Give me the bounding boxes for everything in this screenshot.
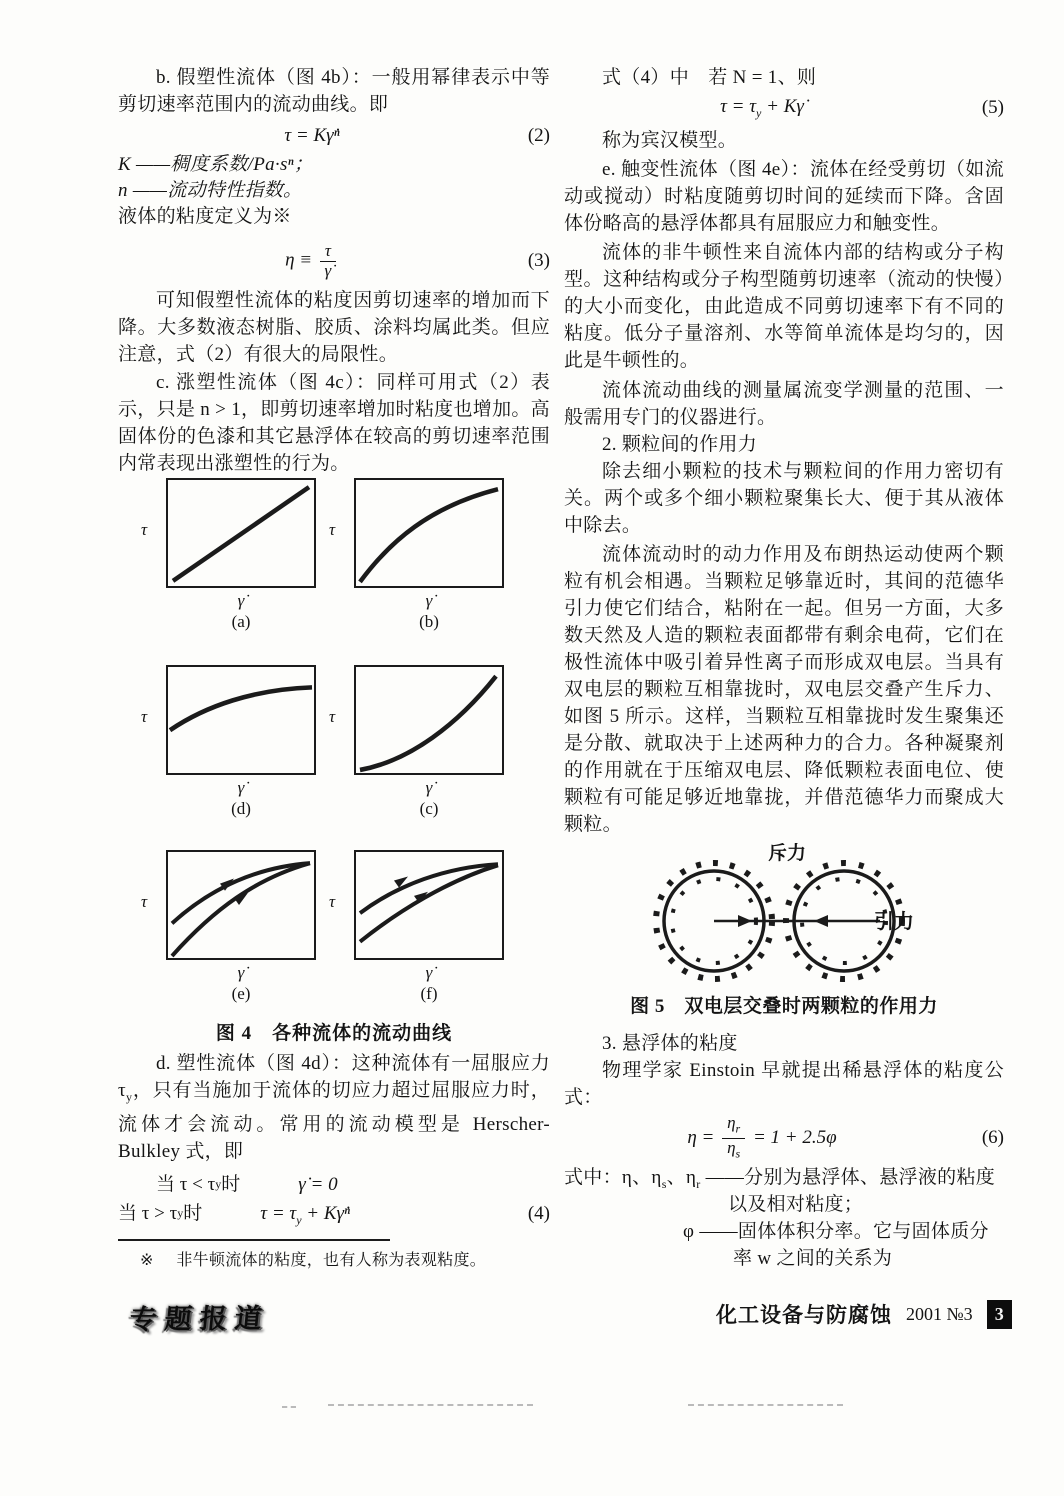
subscript-y: y (215, 1177, 222, 1191)
y-axis-label: τ (141, 707, 148, 726)
thixotropic-loop-curves (168, 852, 314, 958)
panel-label: (f) (420, 984, 438, 1003)
y-axis-label: τ (329, 707, 336, 726)
figure4-panel-d (141, 665, 316, 819)
plot-box (354, 478, 504, 588)
paragraph-rheometry: 流体流动曲线的测量属流变学测量的范围、一般需用专门的仪器进行。 (564, 380, 1004, 428)
dilatant-curve (356, 667, 502, 773)
subscript-s: s (735, 1146, 741, 1161)
paragraph-structure: 流体的非牛顿性来自流体内部的结构或分子构型。这种结构或分子构型随剪切速率（流动的快慢）的大小而变化，由此造成不同剪切速率下有不同的粘度。低分子量溶剂、水等简单流体是均匀的，因此是牛顿性的。 (564, 242, 1004, 371)
footnote-text: 非牛顿流体的粘度，也有人称为表观粘度。 (176, 1252, 487, 1269)
fraction (320, 242, 336, 280)
scan-artifact (328, 1404, 533, 1406)
scan-artifact (688, 1404, 843, 1406)
subscript-y: y (756, 105, 762, 120)
x-axis-label: γ̇ (237, 778, 245, 797)
y-axis-label: τ (141, 892, 148, 911)
x-axis-label: γ̇ (425, 591, 433, 610)
page-number-badge: 3 (987, 1300, 1012, 1329)
paragraph-forces-2: 流体流动时的动力作用及布朗热运动使两个颗粒有机会相遇。当颗粒足够靠近时，其间的范德华引力使它们结合，粘附在一起。但另一方面，大多数天然及人造的颗粒表面都带有剩余电荷，它们在极性流体中吸引着异性离子而形成双电层。当具有双电层的颗粒互相靠拢时，双电层交叠产生斥力、如图 5 所示。这样，当颗粒互相靠拢时发生聚集还是分散、就取决于上述两种力的合力。各种凝聚剂的作用就在于压缩双电层、降低颗粒表面电位、使颗粒有可能足够近地靠拢，并借范德华力而聚成大颗粒。 (564, 544, 1004, 835)
equation-6-where-line2: 以及相对粘度； (728, 1194, 864, 1215)
subscript-s: s (661, 1176, 667, 1191)
y-axis-label: τ (329, 520, 336, 539)
x-axis-label: γ̇ (237, 963, 245, 982)
subscript-r: r (735, 1121, 741, 1135)
y-axis-label: τ (141, 520, 148, 539)
subscript-y: y (296, 1212, 302, 1227)
paragraph-dilatant: c. 涨塑性流体（图 4c）：同样可用式（2）表示，只是 n > 1，即剪切速率增加时粘度也增加。高固体份的色漆和其它悬浮体在较高的剪切速率范围内常表现出涨塑性的行为。 (118, 372, 550, 474)
equation-3-lhs: η ≡ (285, 249, 313, 271)
figure-5-particles-diagram (622, 843, 1012, 988)
paragraph-plastic-fluid: d. 塑性流体（图 4d）：这种流体有一屈服应力 $\tau_y$，只有当施加于流体的切应力超过屈服应力时，流体才会流动。常用的流动模型是 Herscher-Bulkley 式，即 (118, 1053, 550, 1162)
subscript-y: y (177, 1206, 184, 1220)
plot-box (166, 850, 316, 960)
viscosity-definition-lead: 液体的粘度定义为※ (118, 206, 292, 227)
equation-2 (118, 125, 550, 147)
definition-n: n ——流动特性指数。 (118, 180, 303, 201)
scan-artifact (282, 1406, 296, 1408)
heading-particle-forces: 2. 颗粒间的作用力 (602, 434, 758, 455)
paragraph-if-n1: 式（4）中 若 N = 1、则 (602, 67, 817, 88)
subscript-r: r (696, 1176, 701, 1191)
symbol-definitions (118, 152, 550, 230)
fraction-numerator: τ (320, 242, 336, 262)
thixotropic-yield-loop-curves (356, 852, 502, 958)
newtonian-curve (168, 480, 314, 586)
footnote (118, 1249, 550, 1273)
equation-2-number: (2) (527, 125, 550, 146)
equation-4-case1: 当 τ < τ y 时 γ̇ = 0 (118, 1171, 550, 1198)
equation-5-number: (5) (981, 97, 1004, 119)
figure-5-caption: 图 5 双电层交叠时两颗粒的作用力 (630, 996, 938, 1017)
equation-3-number: (3) (527, 250, 550, 271)
plot-box (354, 665, 504, 775)
definition-K: K ——稠度系数/Pa·sⁿ； (118, 154, 314, 175)
heading-suspension-viscosity: 3. 悬浮体的粘度 (602, 1033, 738, 1054)
plastic-yield-curve (168, 667, 314, 773)
footnote-mark: ※ (140, 1252, 154, 1269)
paragraph-einstein: 物理学家 Einstoin 早就提出稀悬浮体的粘度公式： (564, 1060, 1004, 1108)
figure4-panel-a (141, 478, 316, 632)
equation-4-case1-rhs: γ̇ = 0 (298, 1174, 338, 1195)
journal-issue: 2001 №3 (906, 1303, 973, 1324)
panel-label: (e) (231, 984, 251, 1003)
x-axis-label: γ̇ (425, 963, 433, 982)
paragraph-forces-1: 除去细小颗粒的技术与颗粒间的作用力密切有关。两个或多个细小颗粒聚集长大、便于其从液体中除去。 (564, 461, 1004, 536)
figure4-panel-b (329, 478, 504, 632)
journal-footer (716, 1299, 1012, 1329)
y-axis-label: τ (329, 892, 336, 911)
panel-label: (a) (231, 612, 251, 631)
equation-5: $\tau = \tau_y$ + Kγ̇ (5) (720, 96, 1004, 120)
equation-3 (118, 237, 550, 285)
equation-4-case2: 当 τ > τ y 时 $\tau = \tau_y$ + Kγ̇ⁿ (4) (118, 1200, 550, 1234)
figure4-panel-f (329, 850, 504, 1004)
x-axis-label: γ̇ (425, 778, 433, 797)
subscript-y: y (125, 1089, 133, 1104)
panel-label: (b) (419, 612, 439, 631)
equation-6: η = $\frac{\eta_r}{\eta_s}$ = 1 + 2.5φ (6) (687, 1112, 1004, 1161)
paragraph-bingham: 称为宾汉模型。 (602, 130, 738, 151)
panel-label: (c) (419, 799, 439, 818)
figure4-panel-e (141, 850, 316, 1004)
attraction-label: 引力 (874, 911, 914, 933)
figure-4-caption: 图 4 各种流体的流动曲线 (215, 1023, 453, 1044)
paragraph-thixotropic: e. 触变性流体（图 4e）：流体在经受剪切（如流动或搅动）时粘度随剪切时间的延续而下降。含固体份略高的悬浮体都具有屈服应力和触变性。 (564, 159, 1004, 234)
equation-2-body: τ = Kγ̇ⁿ (284, 125, 340, 146)
equation-6-where-line1: 式中：η、$\eta_s$、$\eta_r$ ——分别为悬浮体、悬浮液的粘度 (564, 1167, 996, 1191)
plot-box (166, 665, 316, 775)
equation-4-number: (4) (527, 1203, 550, 1224)
x-axis-label: γ̇ (237, 591, 245, 610)
paragraph-pseudoplastic: b. 假塑性流体（图 4b）：一般用幂律表示中等剪切速率范围内的流动曲线。即 (118, 67, 550, 115)
equation-6-where-line3: φ ——固体体积分率。它与固体质分 (683, 1221, 989, 1242)
pseudoplastic-curve (356, 480, 502, 586)
plot-box (166, 478, 316, 588)
figure-4 (118, 476, 550, 1051)
repulsion-label: 斥力 (768, 843, 807, 864)
plot-box (354, 850, 504, 960)
panel-label: (d) (231, 799, 251, 818)
equation-6-where-line4: 率 w 之间的关系为 (733, 1248, 893, 1269)
footnote-rule (118, 1239, 390, 1241)
journal-name: 化工设备与防腐蚀 (716, 1303, 892, 1327)
fraction: $\frac{\eta_r}{\eta_s}$ (722, 1114, 745, 1163)
paragraph-viscosity-decrease: 可知假塑性流体的粘度因剪切速率的增加而下降。大多数液态树脂、胶质、涂料均属此类。但应注意，式（2）有很大的局限性。 (118, 290, 550, 365)
equation-6-number: (6) (981, 1127, 1004, 1148)
fraction-denominator: γ̇ (324, 261, 332, 280)
figure4-panel-c (329, 665, 504, 819)
section-stamp: 专题报道 (128, 1303, 272, 1335)
